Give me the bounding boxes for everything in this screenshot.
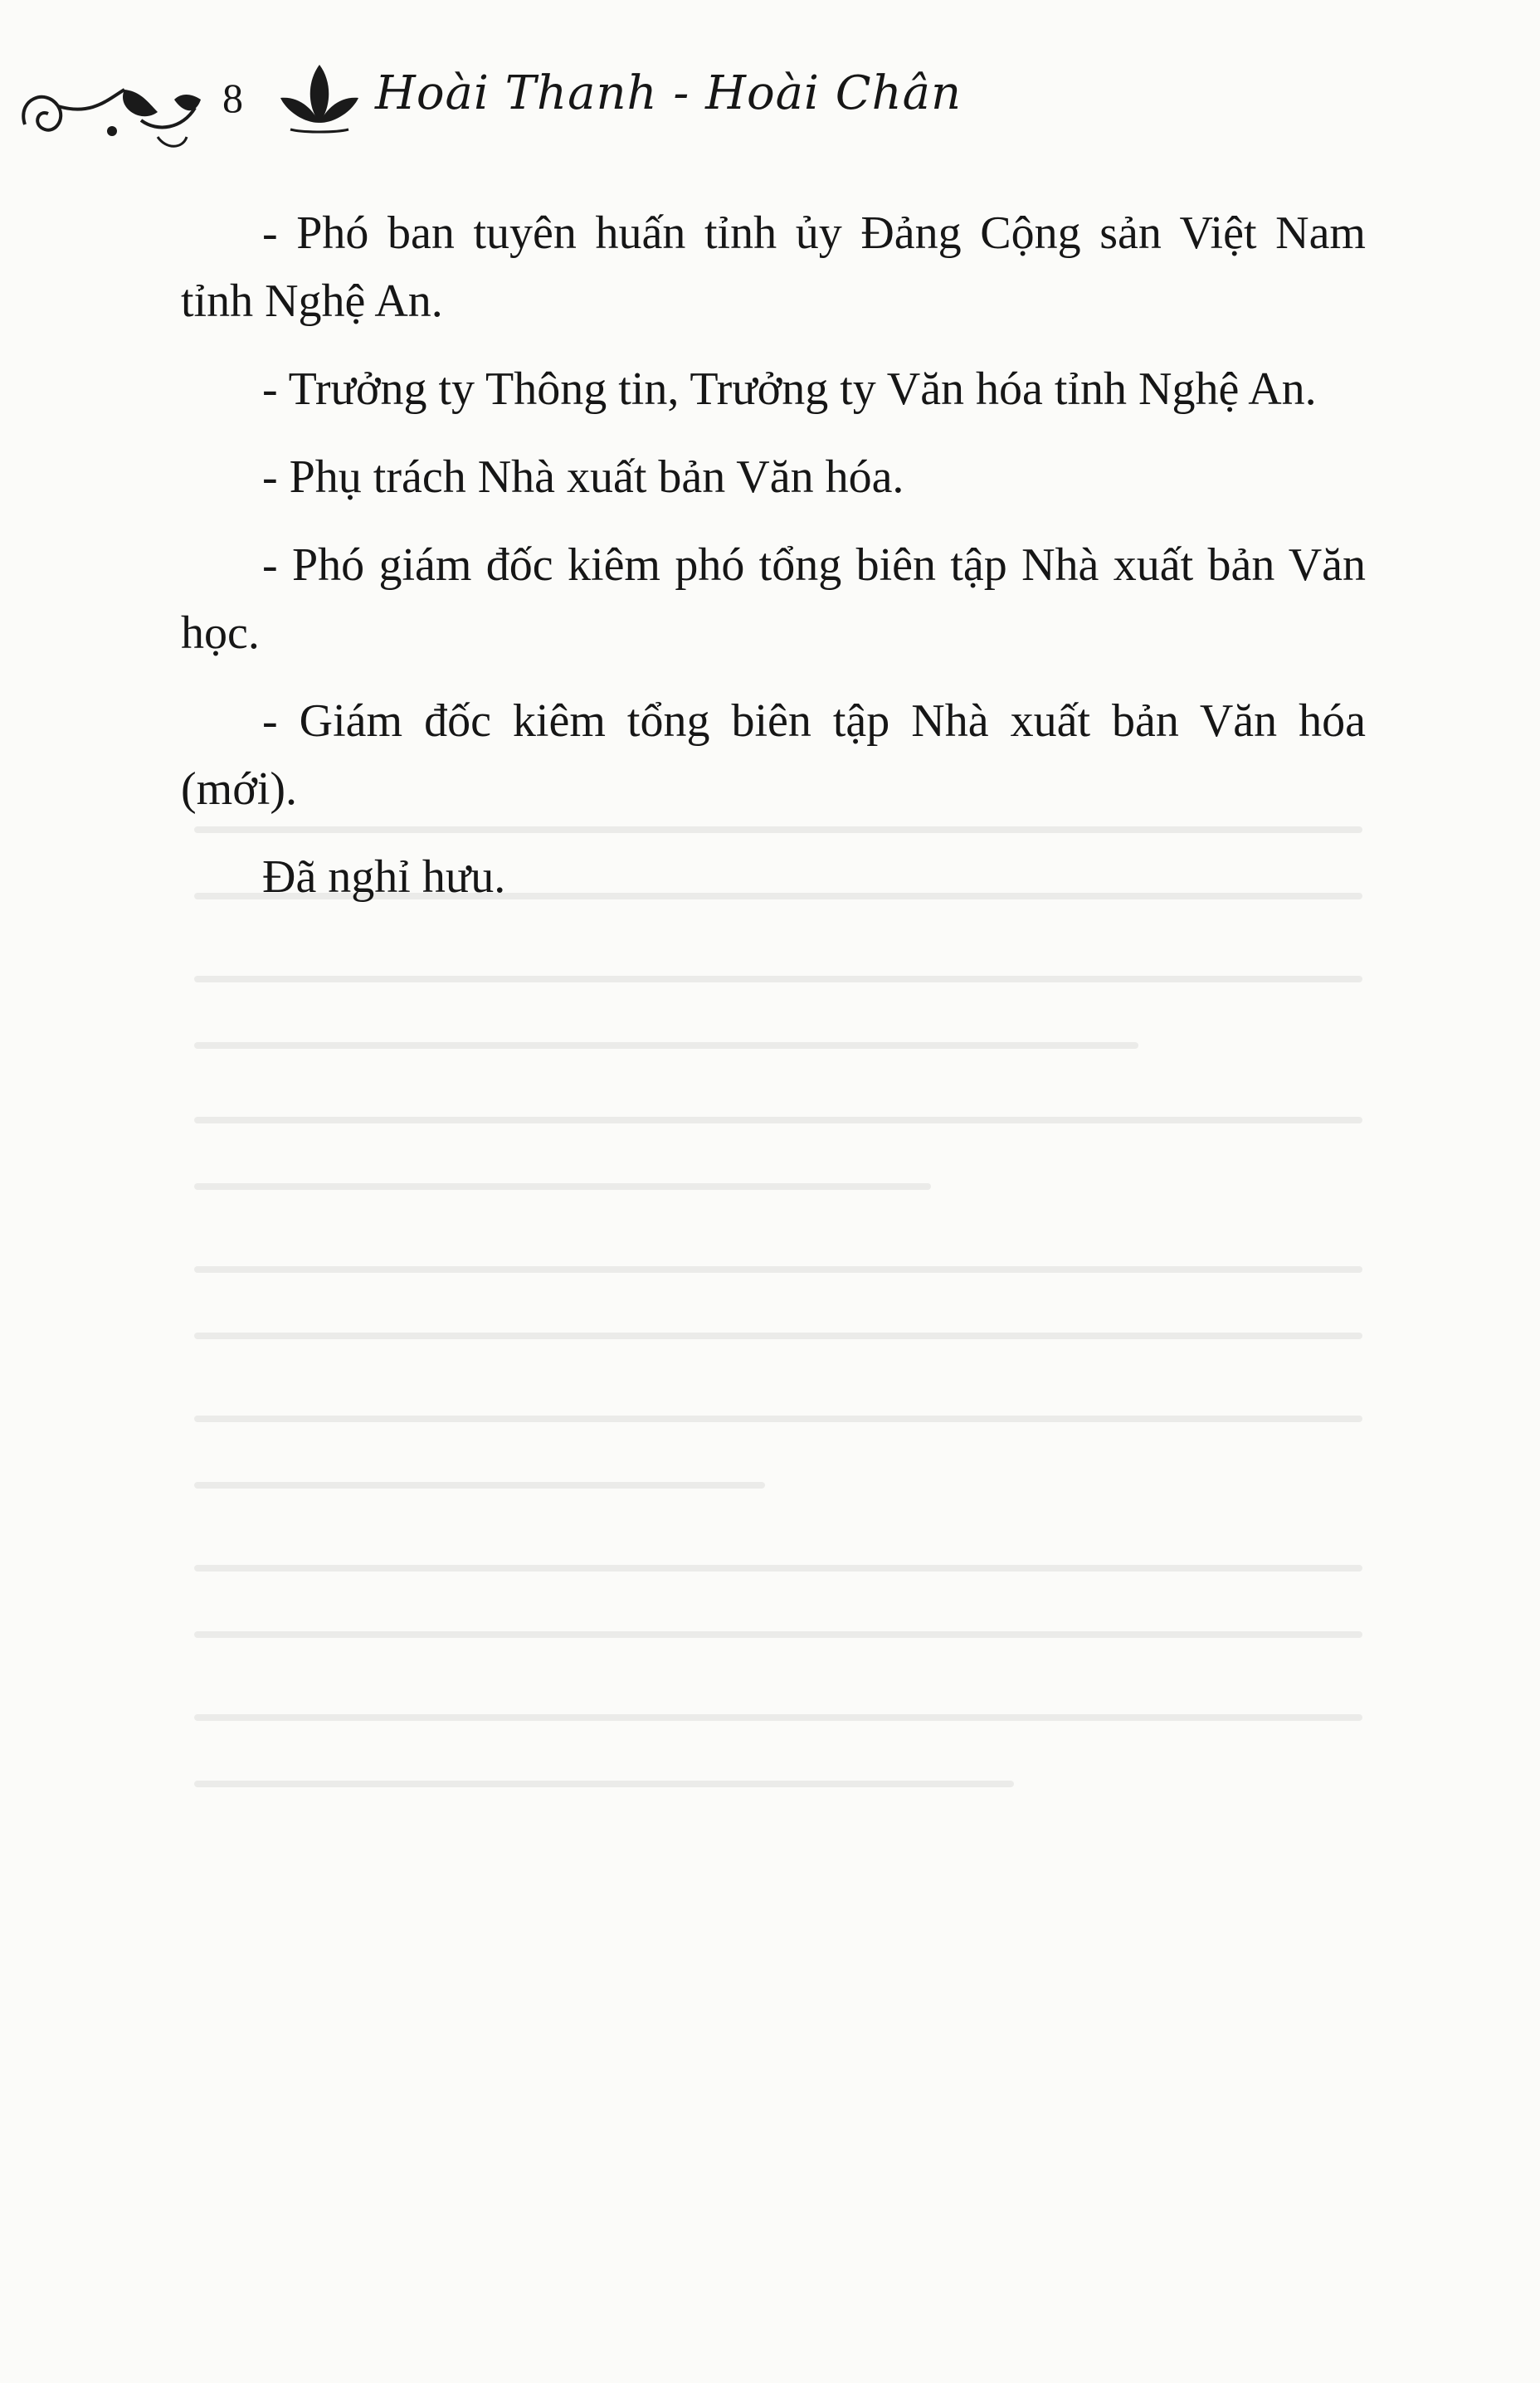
bleed-through-texture <box>181 730 1376 2224</box>
flourish-ornament-icon <box>17 66 207 158</box>
paragraph-3: - Phụ trách Nhà xuất bản Văn hóa. <box>262 451 904 503</box>
running-title: Hoài Thanh - Hoài Chân <box>375 66 962 120</box>
paragraph-5: - Giám đốc kiêm tổng biên tập Nhà xuất bản Văn hóa (mới). <box>181 695 1366 815</box>
paragraph-2: - Trưởng ty Thông tin, Trưởng ty Văn hóa tỉnh Nghệ An. <box>262 363 1317 415</box>
page-header <box>0 33 1540 166</box>
leaf-ornament-icon <box>274 56 365 139</box>
paragraph-1: - Phó ban tuyên huấn tỉnh ủy Đảng Cộng sản Việt Nam tỉnh Nghệ An. <box>181 207 1366 327</box>
paragraph-6: Đã nghỉ hưu. <box>262 851 506 903</box>
paragraph-4: - Phó giám đốc kiêm phó tổng biên tập Nhà xuất bản Văn học. <box>181 539 1366 659</box>
page-number: 8 <box>222 75 243 121</box>
